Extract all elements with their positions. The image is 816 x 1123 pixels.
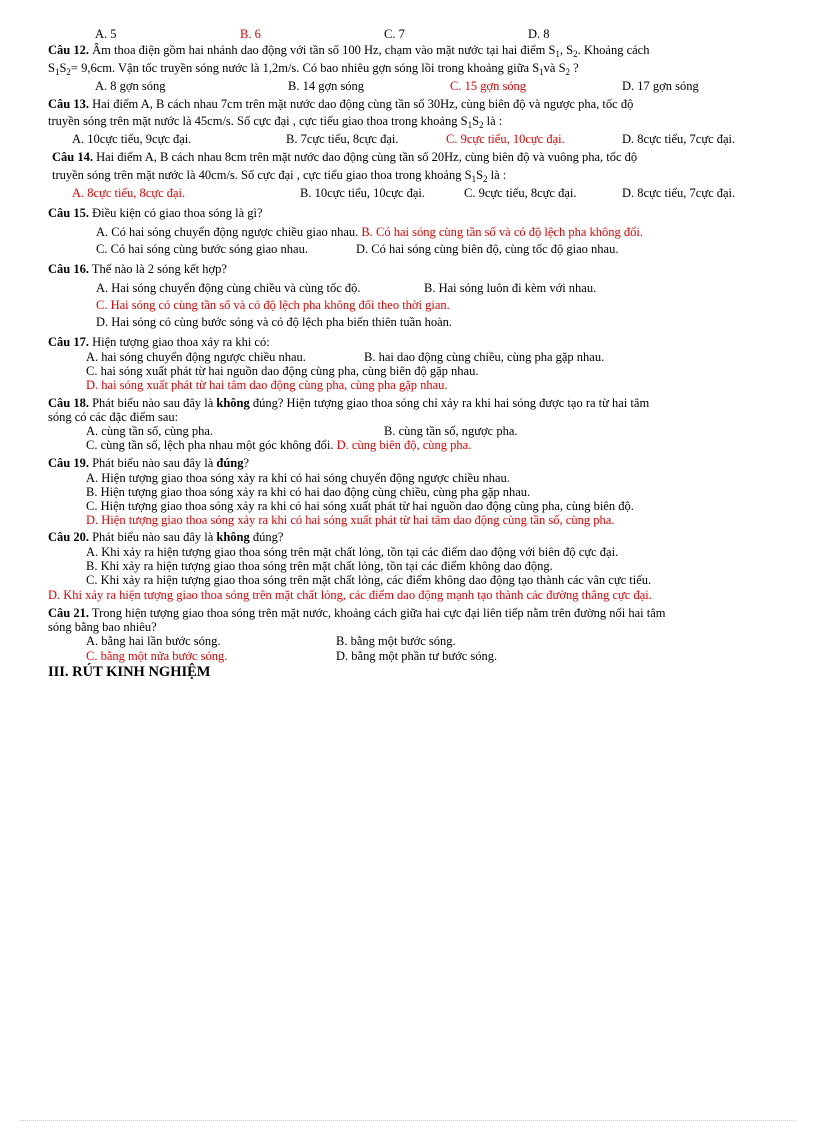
q15-number: Câu 15.: [48, 206, 89, 220]
section-heading: III. RÚT KINH NGHIỆM: [48, 664, 211, 680]
q12-stem-line2: $S_1S_2= 9,6cm$. Vận tốc truyền sóng nước là 1,2m/s. Có bao nhiêu gợn sóng lồi trong khoảng giữa $S_1và$ $S_2$ ?: [48, 61, 579, 77]
q19-number: Câu 19.: [48, 456, 89, 470]
q11-option-b: B. 6: [240, 27, 261, 41]
q19-option-a: A. Hiện tượng giao thoa sóng xảy ra khi có hai sóng chuyển động ngược chiều nhau.: [86, 471, 510, 485]
q13-stem-line2: truyền sóng trên mặt nước là 45cm/s. Số cực đại , cực tiểu giao thoa trong khoảng $S_1S_2$ là :: [48, 114, 503, 130]
q17-option-a: A. hai sóng chuyển động ngược chiều nhau.: [86, 350, 306, 364]
q11-option-c: C. 7: [384, 27, 405, 41]
q14-option-b: B. 10cực tiểu, 10cực đại.: [300, 186, 425, 200]
q13-option-c: C. 9cực tiểu, 10cực đại.: [446, 132, 565, 146]
q21-option-b: B. bằng một bước sóng.: [336, 634, 456, 648]
q13-stem-line1: Câu 13. Hai điểm A, B cách nhau 7cm trên mặt nước dao động cùng tần số 30Hz, cùng biên độ và ngược pha, tốc độ: [48, 97, 634, 111]
q11-option-d: D. 8: [528, 27, 550, 41]
q13-option-d: D. 8cực tiểu, 7cực đại.: [622, 132, 736, 146]
q18-options-row2: [86, 438, 471, 452]
q14-option-a: A. 8cực tiểu, 8cực đại.: [72, 186, 186, 200]
q15-option-d: D. Có hai sóng cùng biên độ, cùng tốc độ giao nhau.: [356, 242, 619, 256]
q16-stem: Câu 16. Thế nào là 2 sóng kết hợp?: [48, 262, 227, 276]
q18-option-d: D. cùng biên độ, cùng pha.: [333, 438, 472, 452]
q14-stem-line1: Câu 14. Hai điểm A, B cách nhau 8cm trên mặt nước dao động cùng tần số 20Hz, cùng biên độ và vuông pha, tốc độ: [52, 150, 638, 164]
q15-option-a: A. Có hai sóng chuyển động ngược chiều giao nhau.: [96, 225, 359, 239]
q21-stem-line2: sóng bằng bao nhiêu?: [48, 620, 157, 634]
q18-option-b: B. cùng tần số, ngược pha.: [384, 424, 518, 438]
q14-option-c: C. 9cực tiểu, 8cực đại.: [464, 186, 577, 200]
q12-option-a: A. 8 gợn sóng: [95, 79, 166, 93]
q21-number: Câu 21.: [48, 606, 89, 620]
q15-stem: Câu 15. Điều kiện có giao thoa sóng là gì?: [48, 206, 263, 220]
q20-stem: Câu 20. Phát biểu nào sau đây là không đúng?: [48, 530, 284, 544]
q16-option-a: A. Hai sóng chuyển động cùng chiều và cùng tốc độ.: [96, 281, 361, 295]
q17-option-d: D. hai sóng xuất phát từ hai tâm dao động cùng pha, cùng pha gặp nhau.: [86, 378, 448, 392]
q12-option-c: C. 15 gợn sóng: [450, 79, 527, 93]
q20-option-d: D. Khi xảy ra hiện tượng giao thoa sóng trên mặt chất lỏng, các điểm dao động mạnh tạo thành các đường thẳng cực đại.: [48, 588, 652, 602]
q13-number: Câu 13.: [48, 97, 89, 111]
q18-stem-line1: Câu 18. Phát biểu nào sau đây là không đúng? Hiện tượng giao thoa sóng chỉ xảy ra khi hai sóng được tạo ra từ hai tâm: [48, 396, 650, 410]
q20-option-a: A. Khi xảy ra hiện tượng giao thoa sóng trên mặt chất lỏng, tồn tại các điểm dao động với biên độ cực đại.: [86, 545, 619, 559]
q14-stem-line2: truyền sóng trên mặt nước là 40cm/s. Số cực đại , cực tiểu giao thoa trong khoảng $S_1S_2$ là :: [52, 168, 507, 184]
q18-option-a: A. cùng tần số, cùng pha.: [86, 424, 214, 438]
q21-option-c: C. bằng một nửa bước sóng.: [86, 649, 228, 663]
q19-option-c: C. Hiện tượng giao thoa sóng xảy ra khi có hai sóng xuất phát từ hai nguồn dao động cùng pha, cùng biên độ.: [86, 499, 634, 513]
q13-option-a: A. 10cực tiểu, 9cực đại.: [72, 132, 192, 146]
q11-option-a: A. 5: [95, 27, 117, 41]
q15-option-b: B. Có hai sóng cùng tần số và có độ lệch pha không đổi.: [358, 225, 643, 239]
q12-number: Câu 12.: [48, 43, 89, 57]
q16-option-b: B. Hai sóng luôn đi kèm với nhau.: [424, 281, 597, 295]
q21-option-a: A. bằng hai lần bước sóng.: [86, 634, 221, 648]
q12-option-b: B. 14 gợn sóng: [288, 79, 365, 93]
q18-option-c: C. cùng tần số, lệch pha nhau một góc không đổi.: [86, 438, 334, 452]
q16-option-c: C. Hai sóng có cùng tần số và có độ lệch pha không đổi theo thời gian.: [96, 298, 450, 312]
q18-stem-line2: sóng có các đặc điểm sau:: [48, 410, 179, 424]
q20-option-b: B. Khi xảy ra hiện tượng giao thoa sóng trên mặt chất lỏng, tồn tại các điểm không dao động.: [86, 559, 553, 573]
q20-number: Câu 20.: [48, 530, 89, 544]
q15-options-row1: [96, 225, 643, 239]
q12-option-d: D. 17 gợn sóng: [622, 79, 699, 93]
q14-option-d: D. 8cực tiểu, 7cực đại.: [622, 186, 736, 200]
q20-option-c: C. Khi xảy ra hiện tượng giao thoa sóng trên mặt chất lỏng, các điểm không dao động tạo thành các vân cực tiểu.: [86, 573, 652, 587]
q19-option-b: B. Hiện tượng giao thoa sóng xảy ra khi có hai dao động cùng chiều, cùng pha gặp nhau.: [86, 485, 531, 499]
q14-number: Câu 14.: [52, 150, 93, 164]
q16-number: Câu 16.: [48, 262, 89, 276]
q17-stem: Câu 17. Hiện tượng giao thoa xảy ra khi có:: [48, 335, 270, 349]
q12-stem-line1: Câu 12. Âm thoa điện gồm hai nhánh dao động với tần số 100 Hz, chạm vào mặt nước tại hai điểm $S_1$, $S_2$. Khoảng cách: [48, 43, 650, 59]
q17-option-c: C. hai sóng xuất phát từ hai nguồn dao động cùng pha, cùng biên độ gặp nhau.: [86, 364, 479, 378]
q16-option-d: D. Hai sóng có cùng bước sóng và có độ lệch pha biến thiên tuần hoàn.: [96, 315, 453, 329]
q15-option-c: C. Có hai sóng cùng bước sóng giao nhau.: [96, 242, 308, 256]
q19-option-d: D. Hiện tượng giao thoa sóng xảy ra khi có hai sóng xuất phát từ hai tâm dao động cùng tần số, cùng pha.: [86, 513, 615, 527]
q19-stem: Câu 19. Phát biểu nào sau đây là đúng?: [48, 456, 250, 470]
q21-option-d: D. bằng một phần tư bước sóng.: [336, 649, 498, 663]
q18-number: Câu 18.: [48, 396, 89, 410]
q17-number: Câu 17.: [48, 335, 89, 349]
page-bottom-divider: [20, 1120, 796, 1121]
q17-option-b: B. hai dao động cùng chiều, cùng pha gặp nhau.: [364, 350, 605, 364]
q13-option-b: B. 7cực tiểu, 8cực đại.: [286, 132, 399, 146]
q21-stem-line1: Câu 21. Trong hiện tượng giao thoa sóng trên mặt nước, khoảng cách giữa hai cực đại liên tiếp nằm trên đường nối hai tâm: [48, 606, 666, 620]
